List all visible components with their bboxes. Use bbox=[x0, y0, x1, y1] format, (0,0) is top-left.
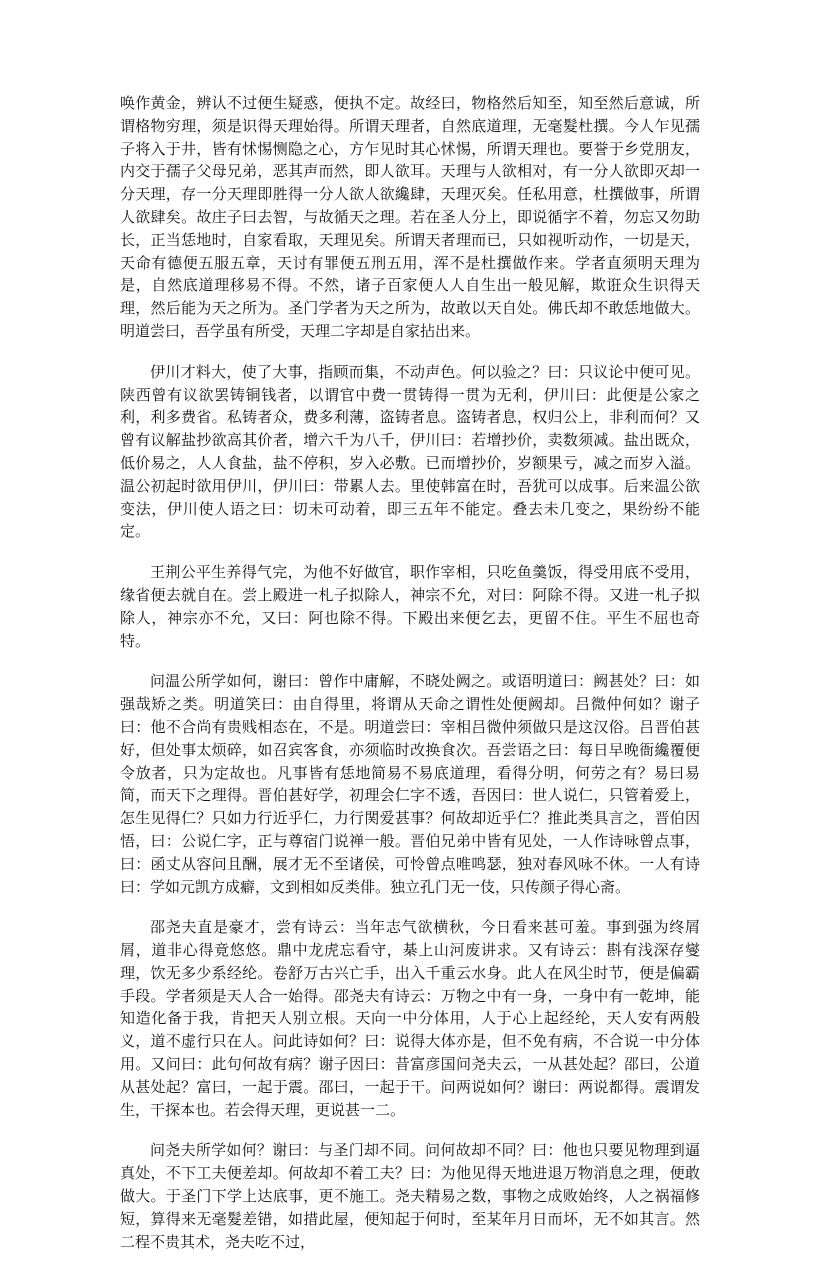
document-page bbox=[120, 92, 700, 1271]
paragraph-4: 问温公所学如何，谢曰：曾作中庸解，不晓处阙之。或语明道曰：阙甚处？曰：如强哉矫之类。明道笑曰：由自得里，将谓从天命之谓性处便阙却。吕微仲何如？谢子曰：他不合尚有贵贱相态在，不是。明道尝曰：宰相吕微仲须做只是这汉俗。吕晋伯甚好，但处事太烦碎，如召宾客食，亦须临时改换食次。吾尝语之曰：每日早晚衙纔覆便令放者，只为定故也。凡事皆有恁地简易不易底道理，看得分明，何劳之有？易曰易简，而天下之理得。晋伯甚好学，初理会仁字不透，吾因曰：世人说仁，只管着爱上，怎生见得仁？只如力行近乎仁，力行関爱甚事？何故却近乎仁？推此类具言之，晋伯因悟，曰：公说仁字，正与尊宿门说禅一般。晋伯兄弟中皆有见处，一人作诗咏曾点事，曰：函丈从容问且酬，展才无不至诸侯，可怜曾点唯鸣瑟，独对春风咏不休。一人有诗曰：学如元凯方成癖，文到相如反类俳。独立孔门无一伎，只传颜子得心斋。 bbox=[120, 672, 700, 896]
paragraph-6: 问尧夫所学如何？谢曰：与圣门却不同。问何故却不同？曰：他也只要见物理到逼真处，不下工夫便差却。何故却不着工夫？曰：为他见得天地进退万物消息之理，便敢做大。于圣门下学上达底事，更不施工。尧夫精易之数，事物之成败始终，人之祸福修短，算得来无毫髮差错，如措此屋，便知起于何时，至某年月日而坏，无不如其言。然二程不贵其术，尧夫吃不过， bbox=[120, 1141, 700, 1251]
paragraph-1: 唤作黄金，辨认不过便生疑惑，便执不定。故经曰，物格然后知至，知至然后意诚，所谓格物穷理，须是识得天理始得。所谓天理者，自然底道理，无毫髮杜撰。今人乍见孺子将入于井，皆有怵惕恻隐之心，方乍见时其心怵惕，所谓天理也。要誉于乡党朋友，内交于孺子父母兄弟，恶其声而然，即人欲耳。天理与人欲相对，有一分人欲即灭却一分天理，存一分天理即胜得一分人欲人欲纔肆，天理灭矣。任私用意，杜撰做事，所谓人欲肆矣。故庄子曰去智，与故循天之理。若在圣人分上，即说循字不着，勿忘又勿助长，正当恁地时，自家看取，天理见矣。所谓天者理而已，只如视听动作，一切是天，天命有德便五服五章，天讨有罪便五刑五用，浑不是杜撰做作来。学者直须明天理为是，自然底道理移易不得。不然，诸子百家便人人自生出一般见解，欺诳众生识得天理，然后能为天之所为。圣门学者为天之所为，故敢以天自处。佛氏却不敢恁地做大。明道尝曰，吾学虽有所受，天理二字却是自家拈出来。 bbox=[120, 94, 700, 340]
paragraph-5: 邵尧夫直是豪才，尝有诗云：当年志气欲横秋，今日看来甚可羞。事到强为终屑屑，道非心得竟悠悠。鼎中龙虎忘看守，棊上山河废讲求。又有诗云：斟有浅深存燮理，饮无多少系经纶。卷舒万古兴亡手，出入千重云水身。此人在风尘时节，便是偏霸手段。学者须是天人合一始得。邵尧夫有诗云：万物之中有一身，一身中有一乾坤，能知造化备于我，肯把天人别立根。天向一中分体用，人于心上起经纶，天人安有两般义，道不虚行只在人。问此诗如何？曰：说得大体亦是，但不免有病，不合说一中分体用。又问曰：此句何故有病？谢子因曰：昔富彦国问尧夫云，一从甚处起？邵曰，公道从甚处起？富曰，一起于震。邵曰，一起于干。问两说如何？谢曰：两说都得。震谓发生，干探本也。若会得天理，更说甚一二。 bbox=[120, 918, 700, 1119]
paragraph-3: 王荆公平生养得气完，为他不好做官，职作宰相，只吃鱼羹饭，得受用底不受用，缘省便去就自在。尝上殿进一札子拟除人，神宗不允，对曰：阿除不得。又进一札子拟除人，神宗亦不允，又曰：阿也除不得。下殿出来便乞去，更留不住。平生不屈也奇特。 bbox=[120, 563, 700, 650]
paragraph-2: 伊川才料大，使了大事，指顾而集，不动声色。何以验之？曰：只议论中便可见。陕西曾有议欲罢铸铜钱者，以谓官中费一贯铸得一贯为无利，伊川曰：此便是公家之利，利多费省。私铸者众，费多利薄，盗铸者息。盗铸者息，权归公上，非利而何？又曾有议解盐抄欲高其价者，增六千为八千，伊川曰：若增抄价，卖数须减。盐出既众，低价易之，人人食盐，盐不停积，岁入必敷。已而增抄价，岁额果亏，减之而岁入溢。温公初起时欲用伊川，伊川曰：带累人去。里使韩富在时，吾犹可以成事。后来温公欲变法，伊川使人语之曰：切未可动着，即三五年不能定。叠去未几变之，果纷纷不能定。 bbox=[120, 362, 700, 541]
